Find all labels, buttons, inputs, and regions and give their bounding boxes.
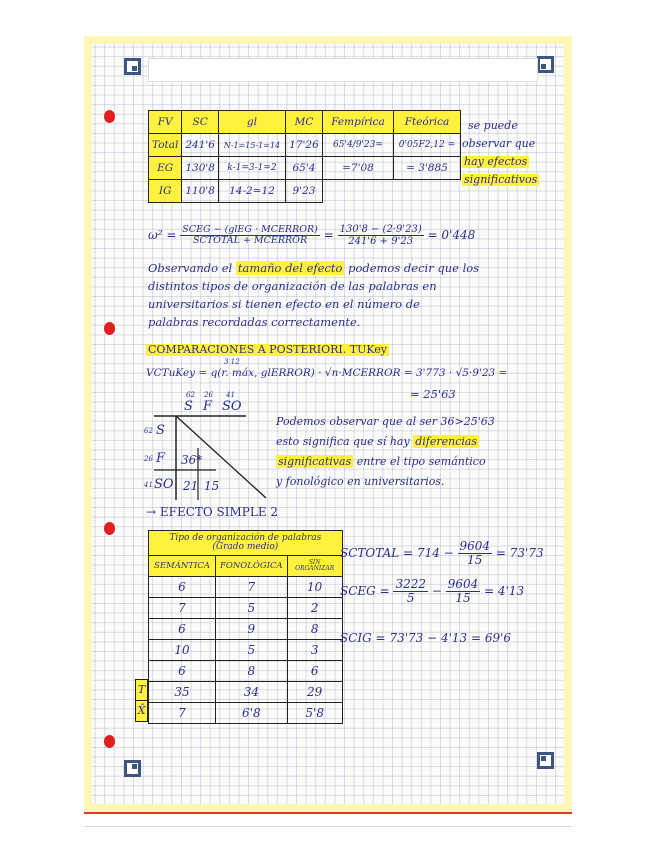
sc-ig-line (340, 632, 511, 645)
binder-hole (104, 522, 115, 535)
anova-row-eg (149, 157, 461, 180)
anova-cell (393, 180, 460, 203)
simple-table-row (149, 640, 343, 661)
sc-total-a: 714 (416, 546, 440, 561)
simple-table-header-row (149, 556, 343, 577)
simple-cell: 8 (287, 619, 342, 640)
anova-header-cell: gl (218, 111, 285, 134)
side-note-line: hay efectos (464, 155, 528, 168)
anova-cell (322, 180, 393, 203)
tukey-cell-significant: 36* (181, 453, 203, 467)
anova-header-cell: MC (285, 111, 322, 134)
tukey-row-mean: 41 (144, 481, 153, 489)
sc-total-num: 9604 (459, 539, 491, 553)
simple-table-row (149, 661, 343, 682)
anova-cell: N-1=15-1=14 (218, 134, 285, 157)
simple-effect-table (148, 530, 343, 724)
anova-cell: 65'4/9'23= (322, 134, 393, 157)
sc-ig-label: SCIG = (340, 631, 386, 645)
corner-marker-icon (124, 760, 141, 777)
omega-den: SCTOTAL + MCERROR (193, 235, 308, 246)
anova-cell: 0'05F2,12 = (393, 134, 460, 157)
tukey-note-highlight: significativas (278, 455, 352, 468)
simple-table-title-row (149, 531, 343, 556)
sc-eg-den2: 15 (455, 591, 471, 606)
omega-den-values: 241'6 + 9'23 (348, 236, 414, 247)
simple-cell: 7 (216, 577, 288, 598)
omega-formula (148, 224, 475, 247)
simple-cell: 10 (149, 640, 216, 661)
tukey-row-label: SO (154, 477, 174, 492)
mean-row-label: X̄ (135, 700, 148, 722)
anova-cell: IG (149, 180, 182, 203)
anova-cell: 14-2=12 (218, 180, 285, 203)
simple-mean: 6'8 (216, 703, 288, 724)
tukey-note-line (276, 436, 479, 448)
page-margin-left (84, 36, 92, 812)
omega-num-values: 130'8 − (2·9'23) (339, 224, 422, 235)
simple-means-row (149, 703, 343, 724)
tukey-note-text: entre el tipo semántico (356, 455, 486, 468)
anova-header-cell: SC (182, 111, 219, 134)
simple-cell: 7 (149, 598, 216, 619)
tukey-formula-text: VCTuKey = q(r. máx, glERROR) · √n·MCERROR (146, 367, 401, 379)
anova-cell: 241'6 (182, 134, 219, 157)
anova-row-total (149, 134, 461, 157)
side-note-line: significativos (464, 173, 538, 186)
observation-line: universitarios si tienen efecto en el número de (148, 297, 420, 311)
binder-hole (104, 110, 115, 123)
header-box (148, 58, 538, 82)
tukey-col-label: S (184, 399, 193, 414)
simple-table-title (149, 531, 343, 556)
anova-cell: =7'08 (322, 157, 393, 180)
simple-cell: 6 (149, 619, 216, 640)
tukey-col-mean: 26 (204, 391, 213, 399)
simple-effect-heading: → EFECTO SIMPLE 2 (146, 505, 279, 519)
sc-eg-fraction2 (446, 578, 481, 605)
simple-col-header: SIN ORGANIZAR (287, 556, 342, 577)
observation-line (148, 262, 479, 275)
anova-cell: 65'4 (285, 157, 322, 180)
side-note-line: se puede (468, 119, 518, 132)
tukey-cell: 15 (204, 479, 220, 493)
anova-table (148, 110, 461, 203)
anova-cell: 110'8 (182, 180, 219, 203)
anova-cell: k-1=3-1=2 (218, 157, 285, 180)
sc-eg-line: SCEG = $\frac{3222}{5}$ − $\frac{9604}{15}$ = 4'13 (340, 577, 525, 606)
sc-eg-den1: 5 (406, 591, 415, 606)
sc-eg-num1: 3222 (395, 577, 426, 591)
tukey-note-line: Podemos observar que al ser 36>25'63 (276, 415, 495, 428)
sc-total-fraction (458, 540, 493, 567)
anova-cell: 130'8 (182, 157, 219, 180)
anova-header-row (149, 111, 461, 134)
tukey-row-mean: 62 (144, 427, 153, 435)
tukey-row-label: S (156, 423, 165, 438)
sc-eg-num2: 9604 (447, 577, 479, 591)
simple-mean: 5'8 (287, 703, 342, 724)
page-margin-top (84, 36, 572, 44)
tukey-heading: COMPARACIONES A POSTERIORI. TUKey (148, 343, 388, 356)
simple-cell: 6 (287, 661, 342, 682)
simple-mean: 7 (149, 703, 216, 724)
simple-cell: 5 (216, 598, 288, 619)
observation-highlight: tamaño del efecto (237, 261, 343, 275)
observation-text: Observando el (148, 261, 233, 275)
tukey-formula-small: 3 12 (224, 358, 240, 366)
binder-hole (104, 322, 115, 335)
sc-ig-expr: 73'73 − 4'13 = 69'6 (389, 631, 512, 645)
omega-num: SCEG − (glEG · MCERROR) (182, 223, 318, 235)
sc-total-line: SCTOTAL = 714 − $\frac{9604}{15}$ = 73'73 (340, 539, 544, 568)
corner-marker-icon (537, 752, 554, 769)
page-cut-line (84, 826, 572, 827)
tukey-row-mean: 26 (144, 455, 153, 463)
side-note-line: observar que (462, 137, 536, 150)
anova-header-cell: Fempírica (322, 111, 393, 134)
omega-result: = 0'448 (427, 228, 476, 242)
simple-table-row (149, 619, 343, 640)
simple-cell: 2 (287, 598, 342, 619)
simple-cell: 5 (216, 640, 288, 661)
tukey-note-highlight: diferencias (415, 435, 478, 448)
omega-equals: = (323, 228, 334, 242)
simple-table-row (149, 598, 343, 619)
observation-line: distintos tipos de organización de las palabras en (148, 279, 437, 293)
simple-cell: 3 (287, 640, 342, 661)
total-row-label: T (135, 679, 148, 701)
tukey-cell: 21 (183, 479, 199, 493)
simple-col-header: SEMÁNTICA (149, 556, 216, 577)
tukey-col-mean: 62 (186, 391, 195, 399)
anova-cell: 9'23 (285, 180, 322, 203)
simple-table-title-text: Tipo de organización de palabras (169, 532, 322, 543)
anova-header-cell: Fteórica (393, 111, 460, 134)
omega-fraction (180, 225, 320, 247)
simple-total: 29 (287, 682, 342, 703)
tukey-col-label: F (203, 399, 213, 414)
tukey-formula (146, 368, 507, 380)
simple-cell: 8 (216, 661, 288, 682)
observation-line: palabras recordadas correctamente. (148, 315, 361, 329)
page-bottom-red-line (84, 812, 572, 814)
sc-total-den: 15 (467, 553, 483, 568)
tukey-row-label: F (156, 451, 166, 466)
omega-fraction-values (338, 224, 424, 247)
simple-table-subtitle: (Grado medio) (212, 542, 279, 552)
anova-row-ig (149, 180, 461, 203)
tukey-note-text: esto significa que sí hay (276, 435, 410, 448)
sc-total-label: SCTOTAL = (340, 546, 414, 561)
simple-totals-row (149, 682, 343, 703)
tukey-note-line: y fonológico en universitarios. (276, 475, 445, 488)
simple-table-row (149, 577, 343, 598)
sc-eg-result: = 4'13 (484, 584, 525, 599)
simple-total: 34 (216, 682, 288, 703)
sc-total-result: = 73'73 (495, 546, 544, 561)
sc-eg-fraction (393, 578, 428, 605)
anova-cell: = 3'885 (393, 157, 460, 180)
sc-eg-label: SCEG = (340, 584, 390, 599)
simple-total: 35 (149, 682, 216, 703)
tukey-result: = 25'63 (410, 387, 456, 401)
simple-cell: 9 (216, 619, 288, 640)
simple-cell: 6 (149, 661, 216, 682)
tukey-col-mean: 41 (226, 391, 235, 399)
corner-marker-icon (124, 58, 141, 75)
anova-cell: EG (149, 157, 182, 180)
page-margin-right (564, 36, 572, 812)
anova-cell: Total (149, 134, 182, 157)
corner-marker-icon (537, 56, 554, 73)
observation-text: podemos decir que los (348, 261, 480, 275)
binder-hole (104, 735, 115, 748)
simple-cell: 10 (287, 577, 342, 598)
tukey-formula-tail: = 3'773 · √5·9'23 = (403, 367, 508, 379)
anova-header-cell: FV (149, 111, 182, 134)
simple-cell: 6 (149, 577, 216, 598)
tukey-col-label: SO (222, 399, 242, 414)
page-margin-bottom (84, 804, 572, 812)
anova-cell: 17'26 (285, 134, 322, 157)
tukey-note-line (276, 456, 486, 468)
simple-col-header: FONOLÓGICA (216, 556, 288, 577)
omega-lhs: ω² = (148, 228, 177, 242)
